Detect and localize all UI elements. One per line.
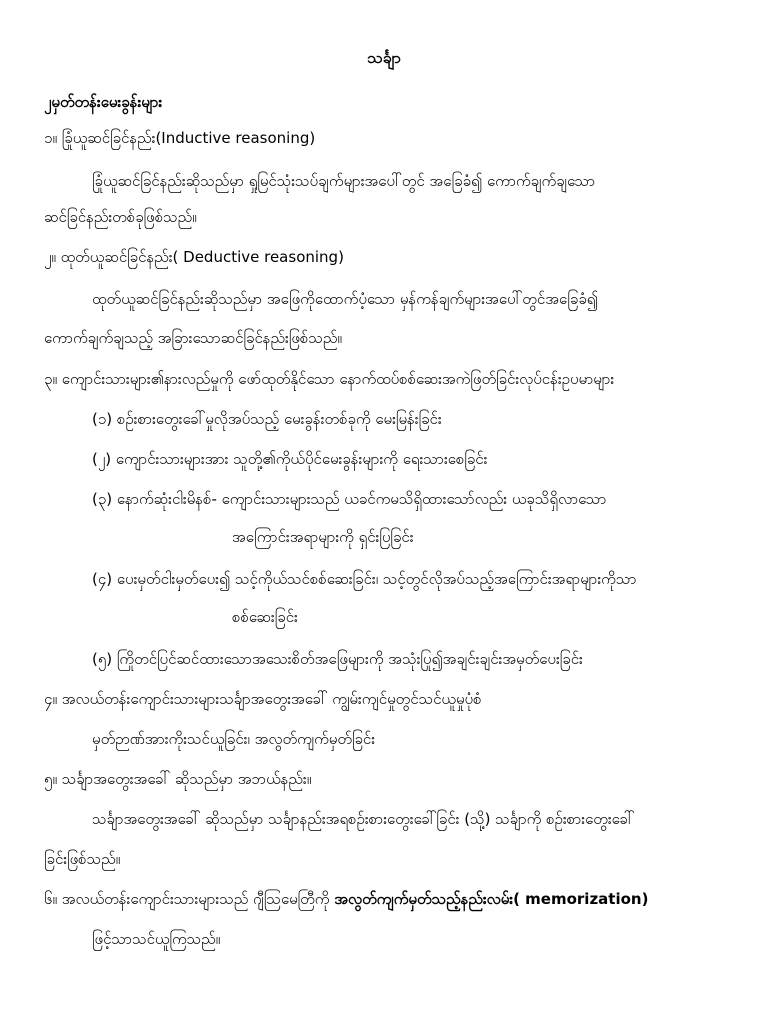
question-3-item-1: (၁) စဉ်းစားတွေးခေါ်မှုလိုအပ်သည့် မေးခွန်းတစ်ခုကို မေးမြန်းခြင်း <box>92 410 442 428</box>
question-6-heading-prefix: ၆။ အလယ်တန်းကျောင်းသားများသည် ဂျီဩမေတြီကို <box>44 890 335 908</box>
section-heading: ၂မှတ်တန်းမေးခွန်းများ <box>44 93 163 111</box>
question-3-item-3-line-2: အကြောင်းအရာများကို ရှင်းပြခြင်း <box>232 528 414 546</box>
question-3-item-3-line-1: (၃) နောက်ဆုံးငါးမိနစ်- ကျောင်းသားများသည် ယခင်ကမသိရှိထားသော်လည်း ယခုသိရှိလာသော <box>92 490 607 508</box>
question-3-item-5: (၅) ကြိုတင်ပြင်ဆင်ထားသောအသေးစိတ်အဖြေများကို အသုံးပြု၍အချင်းချင်းအမှတ်ပေးခြင်း <box>92 650 583 668</box>
question-1-heading: ၁။ ခြုံယူဆင်ခြင်နည်း(Inductive reasoning) <box>44 129 316 147</box>
question-5-heading: ၅။ သင်္ချာအတွေးအခေါ် ဆိုသည်မှာ အဘယ်နည်း။ <box>44 770 312 788</box>
question-2-heading: ၂။ ထုတ်ယူဆင်ခြင်နည်း( Deductive reasoning) <box>44 248 344 266</box>
question-6-body: ဖြင့်သာသင်ယူကြသည်။ <box>92 930 221 948</box>
question-3-item-2: (၂) ကျောင်းသားများအား သူတို့၏ကိုယ်ပိုင်မေးခွန်းများကို ရေးသားစေခြင်း <box>92 450 488 468</box>
question-1-body-line-2: ဆင်ခြင်နည်းတစ်ခုဖြစ်သည်။ <box>44 208 197 226</box>
question-3-item-4-line-2: စစ်ဆေးခြင်း <box>232 608 298 626</box>
question-3-heading: ၃။ ကျောင်းသားများ၏နားလည်မှုကို ဖော်ထုတ်နိုင်သော နောက်ထပ်စစ်ဆေးအကဲဖြတ်ခြင်းလုပ်ငန်းဥပမာများ <box>44 370 615 388</box>
question-2-body-line-2: ကောက်ချက်ချသည့် အခြားသောဆင်ခြင်နည်းဖြစ်သည်။ <box>44 329 342 347</box>
question-6-heading-bold: အလွတ်ကျက်မှတ်သည့်နည်းလမ်း( memorization) <box>334 890 649 908</box>
question-1-body-line-1: ခြုံယူဆင်ခြင်နည်းဆိုသည်မှာ ရှုမြင်သုံးသပ်ချက်များအပေါ်တွင် အခြေခံ၍ ကောက်ချက်ချသော <box>92 172 596 190</box>
question-3-item-4-line-1: (၄) ပေးမှတ်ငါးမှတ်ပေး၍ သင့်ကိုယ်သင်စစ်ဆေးခြင်း၊ သင့်တွင်လိုအပ်သည့်အကြောင်းအရာများကိုသာ <box>92 570 637 588</box>
question-6-heading <box>44 890 648 909</box>
question-5-body-line-1: သင်္ချာအတွေးအခေါ် ဆိုသည်မှာ သင်္ချာနည်းအရစဉ်းစားတွေးခေါ်ခြင်း (သို့) သင်္ချာကို စဉ်းစားတွေးခေါ် <box>92 810 635 828</box>
question-5-body-line-2: ခြင်းဖြစ်သည်။ <box>44 850 121 868</box>
question-4-body: မှတ်ဉာဏ်အားကိုးသင်ယူခြင်း၊ အလွတ်ကျက်မှတ်ခြင်း <box>92 730 376 748</box>
page-title: သင်္ချာ <box>367 48 401 67</box>
question-4-heading: ၄။ အလယ်တန်းကျောင်းသားများသင်္ချာအတွေးအခေါ် ကျွမ်းကျင်မှုတွင်သင်ယူမှုပုံစံ <box>44 690 482 708</box>
question-2-body-line-1: ထုတ်ယူဆင်ခြင်နည်းဆိုသည်မှာ အဖြေကိုထောက်ပံ့သော မှန်ကန်ချက်များအပေါ်တွင်အခြေခံ၍ <box>92 290 599 308</box>
